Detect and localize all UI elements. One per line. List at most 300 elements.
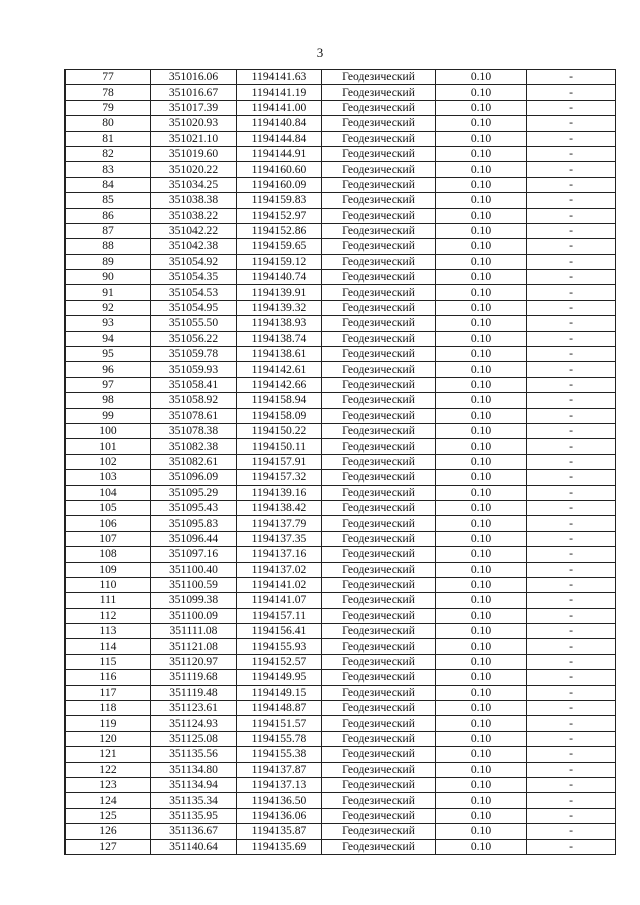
table-row <box>66 777 616 792</box>
description-cell: - <box>527 747 616 762</box>
accuracy-cell: 0.10 <box>436 100 527 115</box>
point-number-cell: 88 <box>66 239 151 254</box>
method-cell: Геодезический <box>322 423 436 438</box>
accuracy-cell: 0.10 <box>436 331 527 346</box>
description-cell: - <box>527 100 616 115</box>
point-number-cell: 79 <box>66 100 151 115</box>
method-cell: Геодезический <box>322 347 436 362</box>
description-cell: - <box>527 624 616 639</box>
y-coordinate-cell: 1194136.06 <box>237 808 322 823</box>
table-row <box>66 162 616 177</box>
table-row <box>66 316 616 331</box>
x-coordinate-cell: 351017.39 <box>151 100 237 115</box>
x-coordinate-cell: 351140.64 <box>151 839 237 854</box>
table-row <box>66 531 616 546</box>
table-row <box>66 624 616 639</box>
description-cell: - <box>527 393 616 408</box>
table-row <box>66 423 616 438</box>
point-number-cell: 110 <box>66 577 151 592</box>
y-coordinate-cell: 1194137.02 <box>237 562 322 577</box>
y-coordinate-cell: 1194140.84 <box>237 116 322 131</box>
method-cell: Геодезический <box>322 362 436 377</box>
accuracy-cell: 0.10 <box>436 624 527 639</box>
method-cell: Геодезический <box>322 285 436 300</box>
accuracy-cell: 0.10 <box>436 824 527 839</box>
y-coordinate-cell: 1194158.09 <box>237 408 322 423</box>
description-cell: - <box>527 146 616 161</box>
method-cell: Геодезический <box>322 824 436 839</box>
description-cell: - <box>527 316 616 331</box>
point-number-cell: 101 <box>66 439 151 454</box>
table-row <box>66 608 616 623</box>
y-coordinate-cell: 1194135.69 <box>237 839 322 854</box>
y-coordinate-cell: 1194159.12 <box>237 254 322 269</box>
accuracy-cell: 0.10 <box>436 639 527 654</box>
method-cell: Геодезический <box>322 408 436 423</box>
y-coordinate-cell: 1194148.87 <box>237 701 322 716</box>
x-coordinate-cell: 351038.38 <box>151 193 237 208</box>
point-number-cell: 102 <box>66 454 151 469</box>
y-coordinate-cell: 1194149.15 <box>237 685 322 700</box>
accuracy-cell: 0.10 <box>436 547 527 562</box>
y-coordinate-cell: 1194137.87 <box>237 762 322 777</box>
x-coordinate-cell: 351034.25 <box>151 177 237 192</box>
y-coordinate-cell: 1194160.09 <box>237 177 322 192</box>
method-cell: Геодезический <box>322 670 436 685</box>
y-coordinate-cell: 1194138.42 <box>237 500 322 515</box>
point-number-cell: 96 <box>66 362 151 377</box>
method-cell: Геодезический <box>322 701 436 716</box>
y-coordinate-cell: 1194159.65 <box>237 239 322 254</box>
x-coordinate-cell: 351056.22 <box>151 331 237 346</box>
x-coordinate-cell: 351078.38 <box>151 423 237 438</box>
x-coordinate-cell: 351020.93 <box>151 116 237 131</box>
description-cell: - <box>527 716 616 731</box>
description-cell: - <box>527 439 616 454</box>
method-cell: Геодезический <box>322 562 436 577</box>
x-coordinate-cell: 351078.61 <box>151 408 237 423</box>
table-row <box>66 270 616 285</box>
x-coordinate-cell: 351059.78 <box>151 347 237 362</box>
point-number-cell: 91 <box>66 285 151 300</box>
x-coordinate-cell: 351097.16 <box>151 547 237 562</box>
accuracy-cell: 0.10 <box>436 393 527 408</box>
description-cell: - <box>527 208 616 223</box>
method-cell: Геодезический <box>322 393 436 408</box>
y-coordinate-cell: 1194152.97 <box>237 208 322 223</box>
accuracy-cell: 0.10 <box>436 747 527 762</box>
accuracy-cell: 0.10 <box>436 423 527 438</box>
table-row <box>66 654 616 669</box>
point-number-cell: 116 <box>66 670 151 685</box>
accuracy-cell: 0.10 <box>436 316 527 331</box>
table-row <box>66 300 616 315</box>
y-coordinate-cell: 1194141.02 <box>237 577 322 592</box>
method-cell: Геодезический <box>322 254 436 269</box>
table-row <box>66 70 616 85</box>
accuracy-cell: 0.10 <box>436 85 527 100</box>
x-coordinate-cell: 351135.56 <box>151 747 237 762</box>
y-coordinate-cell: 1194138.74 <box>237 331 322 346</box>
description-cell: - <box>527 423 616 438</box>
table-row <box>66 347 616 362</box>
y-coordinate-cell: 1194140.74 <box>237 270 322 285</box>
y-coordinate-cell: 1194160.60 <box>237 162 322 177</box>
y-coordinate-cell: 1194159.83 <box>237 193 322 208</box>
y-coordinate-cell: 1194137.13 <box>237 777 322 792</box>
table-row <box>66 100 616 115</box>
table-row <box>66 500 616 515</box>
point-number-cell: 109 <box>66 562 151 577</box>
x-coordinate-cell: 351054.53 <box>151 285 237 300</box>
table-row <box>66 254 616 269</box>
point-number-cell: 114 <box>66 639 151 654</box>
method-cell: Геодезический <box>322 146 436 161</box>
x-coordinate-cell: 351123.61 <box>151 701 237 716</box>
description-cell: - <box>527 408 616 423</box>
method-cell: Геодезический <box>322 839 436 854</box>
accuracy-cell: 0.10 <box>436 162 527 177</box>
x-coordinate-cell: 351119.68 <box>151 670 237 685</box>
point-number-cell: 112 <box>66 608 151 623</box>
description-cell: - <box>527 331 616 346</box>
point-number-cell: 77 <box>66 70 151 85</box>
table-row <box>66 408 616 423</box>
accuracy-cell: 0.10 <box>436 654 527 669</box>
description-cell: - <box>527 593 616 608</box>
accuracy-cell: 0.10 <box>436 577 527 592</box>
y-coordinate-cell: 1194155.93 <box>237 639 322 654</box>
y-coordinate-cell: 1194137.35 <box>237 531 322 546</box>
point-number-cell: 81 <box>66 131 151 146</box>
method-cell: Геодезический <box>322 500 436 515</box>
method-cell: Геодезический <box>322 793 436 808</box>
table-row <box>66 377 616 392</box>
point-number-cell: 94 <box>66 331 151 346</box>
accuracy-cell: 0.10 <box>436 531 527 546</box>
accuracy-cell: 0.10 <box>436 716 527 731</box>
x-coordinate-cell: 351121.08 <box>151 639 237 654</box>
x-coordinate-cell: 351120.97 <box>151 654 237 669</box>
description-cell: - <box>527 116 616 131</box>
method-cell: Геодезический <box>322 624 436 639</box>
y-coordinate-cell: 1194141.19 <box>237 85 322 100</box>
table-row <box>66 223 616 238</box>
method-cell: Геодезический <box>322 654 436 669</box>
x-coordinate-cell: 351016.06 <box>151 70 237 85</box>
description-cell: - <box>527 454 616 469</box>
table-row <box>66 824 616 839</box>
table-row <box>66 285 616 300</box>
point-number-cell: 120 <box>66 731 151 746</box>
method-cell: Геодезический <box>322 331 436 346</box>
description-cell: - <box>527 762 616 777</box>
point-number-cell: 90 <box>66 270 151 285</box>
table-row <box>66 839 616 854</box>
x-coordinate-cell: 351042.38 <box>151 239 237 254</box>
y-coordinate-cell: 1194141.07 <box>237 593 322 608</box>
table-row <box>66 193 616 208</box>
x-coordinate-cell: 351135.34 <box>151 793 237 808</box>
y-coordinate-cell: 1194149.95 <box>237 670 322 685</box>
table-row <box>66 577 616 592</box>
table-row <box>66 762 616 777</box>
point-number-cell: 105 <box>66 500 151 515</box>
table-row <box>66 747 616 762</box>
method-cell: Геодезический <box>322 131 436 146</box>
description-cell: - <box>527 839 616 854</box>
coordinates-table-container <box>64 69 612 855</box>
method-cell: Геодезический <box>322 762 436 777</box>
point-number-cell: 124 <box>66 793 151 808</box>
coordinates-table <box>65 69 616 855</box>
method-cell: Геодезический <box>322 116 436 131</box>
y-coordinate-cell: 1194158.94 <box>237 393 322 408</box>
method-cell: Геодезический <box>322 300 436 315</box>
description-cell: - <box>527 577 616 592</box>
point-number-cell: 113 <box>66 624 151 639</box>
point-number-cell: 84 <box>66 177 151 192</box>
accuracy-cell: 0.10 <box>436 347 527 362</box>
y-coordinate-cell: 1194152.86 <box>237 223 322 238</box>
table-row <box>66 485 616 500</box>
point-number-cell: 85 <box>66 193 151 208</box>
table-row <box>66 439 616 454</box>
method-cell: Геодезический <box>322 470 436 485</box>
point-number-cell: 99 <box>66 408 151 423</box>
table-row <box>66 808 616 823</box>
method-cell: Геодезический <box>322 747 436 762</box>
description-cell: - <box>527 516 616 531</box>
accuracy-cell: 0.10 <box>436 70 527 85</box>
coordinates-table-body <box>66 70 616 855</box>
x-coordinate-cell: 351096.44 <box>151 531 237 546</box>
method-cell: Геодезический <box>322 70 436 85</box>
method-cell: Геодезический <box>322 100 436 115</box>
y-coordinate-cell: 1194150.22 <box>237 423 322 438</box>
method-cell: Геодезический <box>322 162 436 177</box>
description-cell: - <box>527 347 616 362</box>
description-cell: - <box>527 701 616 716</box>
x-coordinate-cell: 351038.22 <box>151 208 237 223</box>
method-cell: Геодезический <box>322 685 436 700</box>
table-row <box>66 716 616 731</box>
point-number-cell: 106 <box>66 516 151 531</box>
table-row <box>66 331 616 346</box>
y-coordinate-cell: 1194139.16 <box>237 485 322 500</box>
x-coordinate-cell: 351059.93 <box>151 362 237 377</box>
x-coordinate-cell: 351082.38 <box>151 439 237 454</box>
point-number-cell: 93 <box>66 316 151 331</box>
point-number-cell: 108 <box>66 547 151 562</box>
description-cell: - <box>527 362 616 377</box>
method-cell: Геодезический <box>322 731 436 746</box>
accuracy-cell: 0.10 <box>436 470 527 485</box>
description-cell: - <box>527 223 616 238</box>
x-coordinate-cell: 351119.48 <box>151 685 237 700</box>
accuracy-cell: 0.10 <box>436 377 527 392</box>
description-cell: - <box>527 177 616 192</box>
method-cell: Геодезический <box>322 716 436 731</box>
table-row <box>66 470 616 485</box>
point-number-cell: 86 <box>66 208 151 223</box>
accuracy-cell: 0.10 <box>436 116 527 131</box>
point-number-cell: 89 <box>66 254 151 269</box>
x-coordinate-cell: 351058.92 <box>151 393 237 408</box>
description-cell: - <box>527 270 616 285</box>
y-coordinate-cell: 1194137.16 <box>237 547 322 562</box>
description-cell: - <box>527 500 616 515</box>
accuracy-cell: 0.10 <box>436 270 527 285</box>
point-number-cell: 126 <box>66 824 151 839</box>
accuracy-cell: 0.10 <box>436 701 527 716</box>
description-cell: - <box>527 131 616 146</box>
method-cell: Геодезический <box>322 177 436 192</box>
method-cell: Геодезический <box>322 531 436 546</box>
y-coordinate-cell: 1194152.57 <box>237 654 322 669</box>
y-coordinate-cell: 1194142.66 <box>237 377 322 392</box>
accuracy-cell: 0.10 <box>436 362 527 377</box>
accuracy-cell: 0.10 <box>436 562 527 577</box>
method-cell: Геодезический <box>322 485 436 500</box>
table-row <box>66 670 616 685</box>
accuracy-cell: 0.10 <box>436 485 527 500</box>
x-coordinate-cell: 351100.40 <box>151 562 237 577</box>
method-cell: Геодезический <box>322 193 436 208</box>
accuracy-cell: 0.10 <box>436 454 527 469</box>
y-coordinate-cell: 1194139.32 <box>237 300 322 315</box>
table-row <box>66 393 616 408</box>
description-cell: - <box>527 562 616 577</box>
accuracy-cell: 0.10 <box>436 300 527 315</box>
description-cell: - <box>527 300 616 315</box>
description-cell: - <box>527 254 616 269</box>
x-coordinate-cell: 351135.95 <box>151 808 237 823</box>
description-cell: - <box>527 793 616 808</box>
x-coordinate-cell: 351099.38 <box>151 593 237 608</box>
accuracy-cell: 0.10 <box>436 193 527 208</box>
x-coordinate-cell: 351054.95 <box>151 300 237 315</box>
method-cell: Геодезический <box>322 547 436 562</box>
accuracy-cell: 0.10 <box>436 793 527 808</box>
method-cell: Геодезический <box>322 639 436 654</box>
accuracy-cell: 0.10 <box>436 239 527 254</box>
method-cell: Геодезический <box>322 316 436 331</box>
accuracy-cell: 0.10 <box>436 439 527 454</box>
accuracy-cell: 0.10 <box>436 131 527 146</box>
description-cell: - <box>527 239 616 254</box>
description-cell: - <box>527 470 616 485</box>
point-number-cell: 119 <box>66 716 151 731</box>
point-number-cell: 97 <box>66 377 151 392</box>
y-coordinate-cell: 1194141.00 <box>237 100 322 115</box>
point-number-cell: 122 <box>66 762 151 777</box>
description-cell: - <box>527 193 616 208</box>
y-coordinate-cell: 1194137.79 <box>237 516 322 531</box>
table-row <box>66 239 616 254</box>
x-coordinate-cell: 351134.94 <box>151 777 237 792</box>
y-coordinate-cell: 1194138.93 <box>237 316 322 331</box>
description-cell: - <box>527 824 616 839</box>
point-number-cell: 118 <box>66 701 151 716</box>
y-coordinate-cell: 1194157.91 <box>237 454 322 469</box>
table-row <box>66 146 616 161</box>
table-row <box>66 547 616 562</box>
point-number-cell: 78 <box>66 85 151 100</box>
point-number-cell: 107 <box>66 531 151 546</box>
method-cell: Геодезический <box>322 608 436 623</box>
table-row <box>66 593 616 608</box>
y-coordinate-cell: 1194144.84 <box>237 131 322 146</box>
table-row <box>66 562 616 577</box>
y-coordinate-cell: 1194155.38 <box>237 747 322 762</box>
table-row <box>66 685 616 700</box>
accuracy-cell: 0.10 <box>436 685 527 700</box>
point-number-cell: 80 <box>66 116 151 131</box>
y-coordinate-cell: 1194157.11 <box>237 608 322 623</box>
point-number-cell: 123 <box>66 777 151 792</box>
x-coordinate-cell: 351095.43 <box>151 500 237 515</box>
point-number-cell: 111 <box>66 593 151 608</box>
x-coordinate-cell: 351054.92 <box>151 254 237 269</box>
method-cell: Геодезический <box>322 377 436 392</box>
method-cell: Геодезический <box>322 85 436 100</box>
point-number-cell: 92 <box>66 300 151 315</box>
x-coordinate-cell: 351100.09 <box>151 608 237 623</box>
description-cell: - <box>527 547 616 562</box>
accuracy-cell: 0.10 <box>436 777 527 792</box>
y-coordinate-cell: 1194139.91 <box>237 285 322 300</box>
point-number-cell: 115 <box>66 654 151 669</box>
y-coordinate-cell: 1194142.61 <box>237 362 322 377</box>
accuracy-cell: 0.10 <box>436 670 527 685</box>
point-number-cell: 95 <box>66 347 151 362</box>
table-row <box>66 131 616 146</box>
x-coordinate-cell: 351082.61 <box>151 454 237 469</box>
table-row <box>66 177 616 192</box>
point-number-cell: 121 <box>66 747 151 762</box>
y-coordinate-cell: 1194155.78 <box>237 731 322 746</box>
description-cell: - <box>527 377 616 392</box>
method-cell: Геодезический <box>322 577 436 592</box>
description-cell: - <box>527 285 616 300</box>
accuracy-cell: 0.10 <box>436 608 527 623</box>
accuracy-cell: 0.10 <box>436 593 527 608</box>
method-cell: Геодезический <box>322 208 436 223</box>
x-coordinate-cell: 351111.08 <box>151 624 237 639</box>
accuracy-cell: 0.10 <box>436 208 527 223</box>
point-number-cell: 100 <box>66 423 151 438</box>
point-number-cell: 127 <box>66 839 151 854</box>
description-cell: - <box>527 777 616 792</box>
x-coordinate-cell: 351055.50 <box>151 316 237 331</box>
accuracy-cell: 0.10 <box>436 177 527 192</box>
x-coordinate-cell: 351016.67 <box>151 85 237 100</box>
description-cell: - <box>527 685 616 700</box>
point-number-cell: 98 <box>66 393 151 408</box>
method-cell: Геодезический <box>322 454 436 469</box>
y-coordinate-cell: 1194144.91 <box>237 146 322 161</box>
x-coordinate-cell: 351095.83 <box>151 516 237 531</box>
x-coordinate-cell: 351124.93 <box>151 716 237 731</box>
method-cell: Геодезический <box>322 593 436 608</box>
x-coordinate-cell: 351100.59 <box>151 577 237 592</box>
page-number: 3 <box>316 45 324 60</box>
accuracy-cell: 0.10 <box>436 839 527 854</box>
description-cell: - <box>527 531 616 546</box>
x-coordinate-cell: 351058.41 <box>151 377 237 392</box>
accuracy-cell: 0.10 <box>436 285 527 300</box>
